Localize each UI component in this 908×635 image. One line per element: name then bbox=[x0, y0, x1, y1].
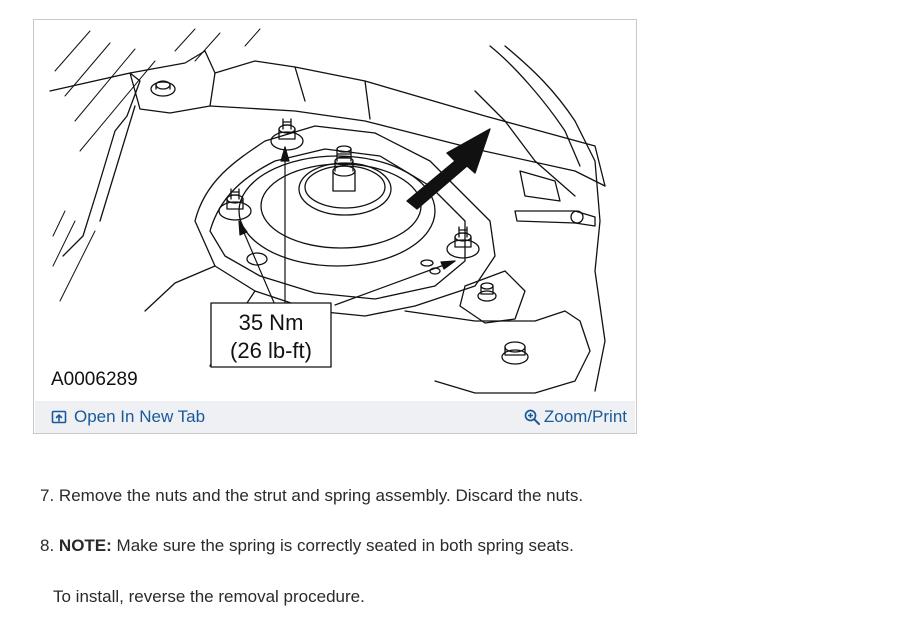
step-text: Remove the nuts and the strut and spring assembly. Discard the nuts. bbox=[58, 486, 584, 505]
left-body-panel bbox=[50, 73, 140, 256]
strut-mount-ring bbox=[239, 156, 435, 266]
step-number: 8. bbox=[40, 536, 55, 555]
open-in-new-tab-label: Open In New Tab bbox=[74, 407, 206, 426]
zoom-print-label: Zoom/Print bbox=[543, 407, 627, 426]
torque-value-nm: 35 Nm bbox=[238, 310, 304, 335]
note-label: NOTE: bbox=[58, 536, 112, 555]
zoom-print-link[interactable] bbox=[524, 407, 627, 427]
torque-value-lbft: (26 lb-ft) bbox=[230, 338, 312, 363]
upper-frame-rail bbox=[215, 61, 605, 186]
upper-left-bolt bbox=[151, 81, 175, 96]
left-stud-nut bbox=[219, 189, 251, 220]
right-stud-nut bbox=[447, 227, 479, 258]
figure-id-label: A0006289 bbox=[51, 369, 138, 390]
figure-container bbox=[33, 19, 637, 434]
open-in-new-tab-link[interactable] bbox=[51, 407, 205, 427]
open-in-new-tab-icon bbox=[51, 409, 67, 425]
lower-bolt bbox=[478, 283, 496, 301]
step-7 bbox=[40, 486, 583, 506]
lower-bracket bbox=[460, 271, 525, 323]
step-8 bbox=[40, 536, 574, 556]
step-number: 7. bbox=[40, 486, 55, 505]
lower-right-bolt bbox=[502, 342, 528, 364]
step-text: Make sure the spring is correctly seated in both spring seats. bbox=[116, 536, 574, 555]
magnifier-plus-icon bbox=[524, 409, 540, 425]
strut-mount-illustration bbox=[35, 21, 635, 401]
hatching-lines bbox=[53, 29, 260, 301]
pointer-arrow bbox=[407, 129, 490, 209]
figure-footer-bar bbox=[35, 401, 635, 433]
install-instruction: To install, reverse the removal procedure. bbox=[53, 587, 365, 606]
